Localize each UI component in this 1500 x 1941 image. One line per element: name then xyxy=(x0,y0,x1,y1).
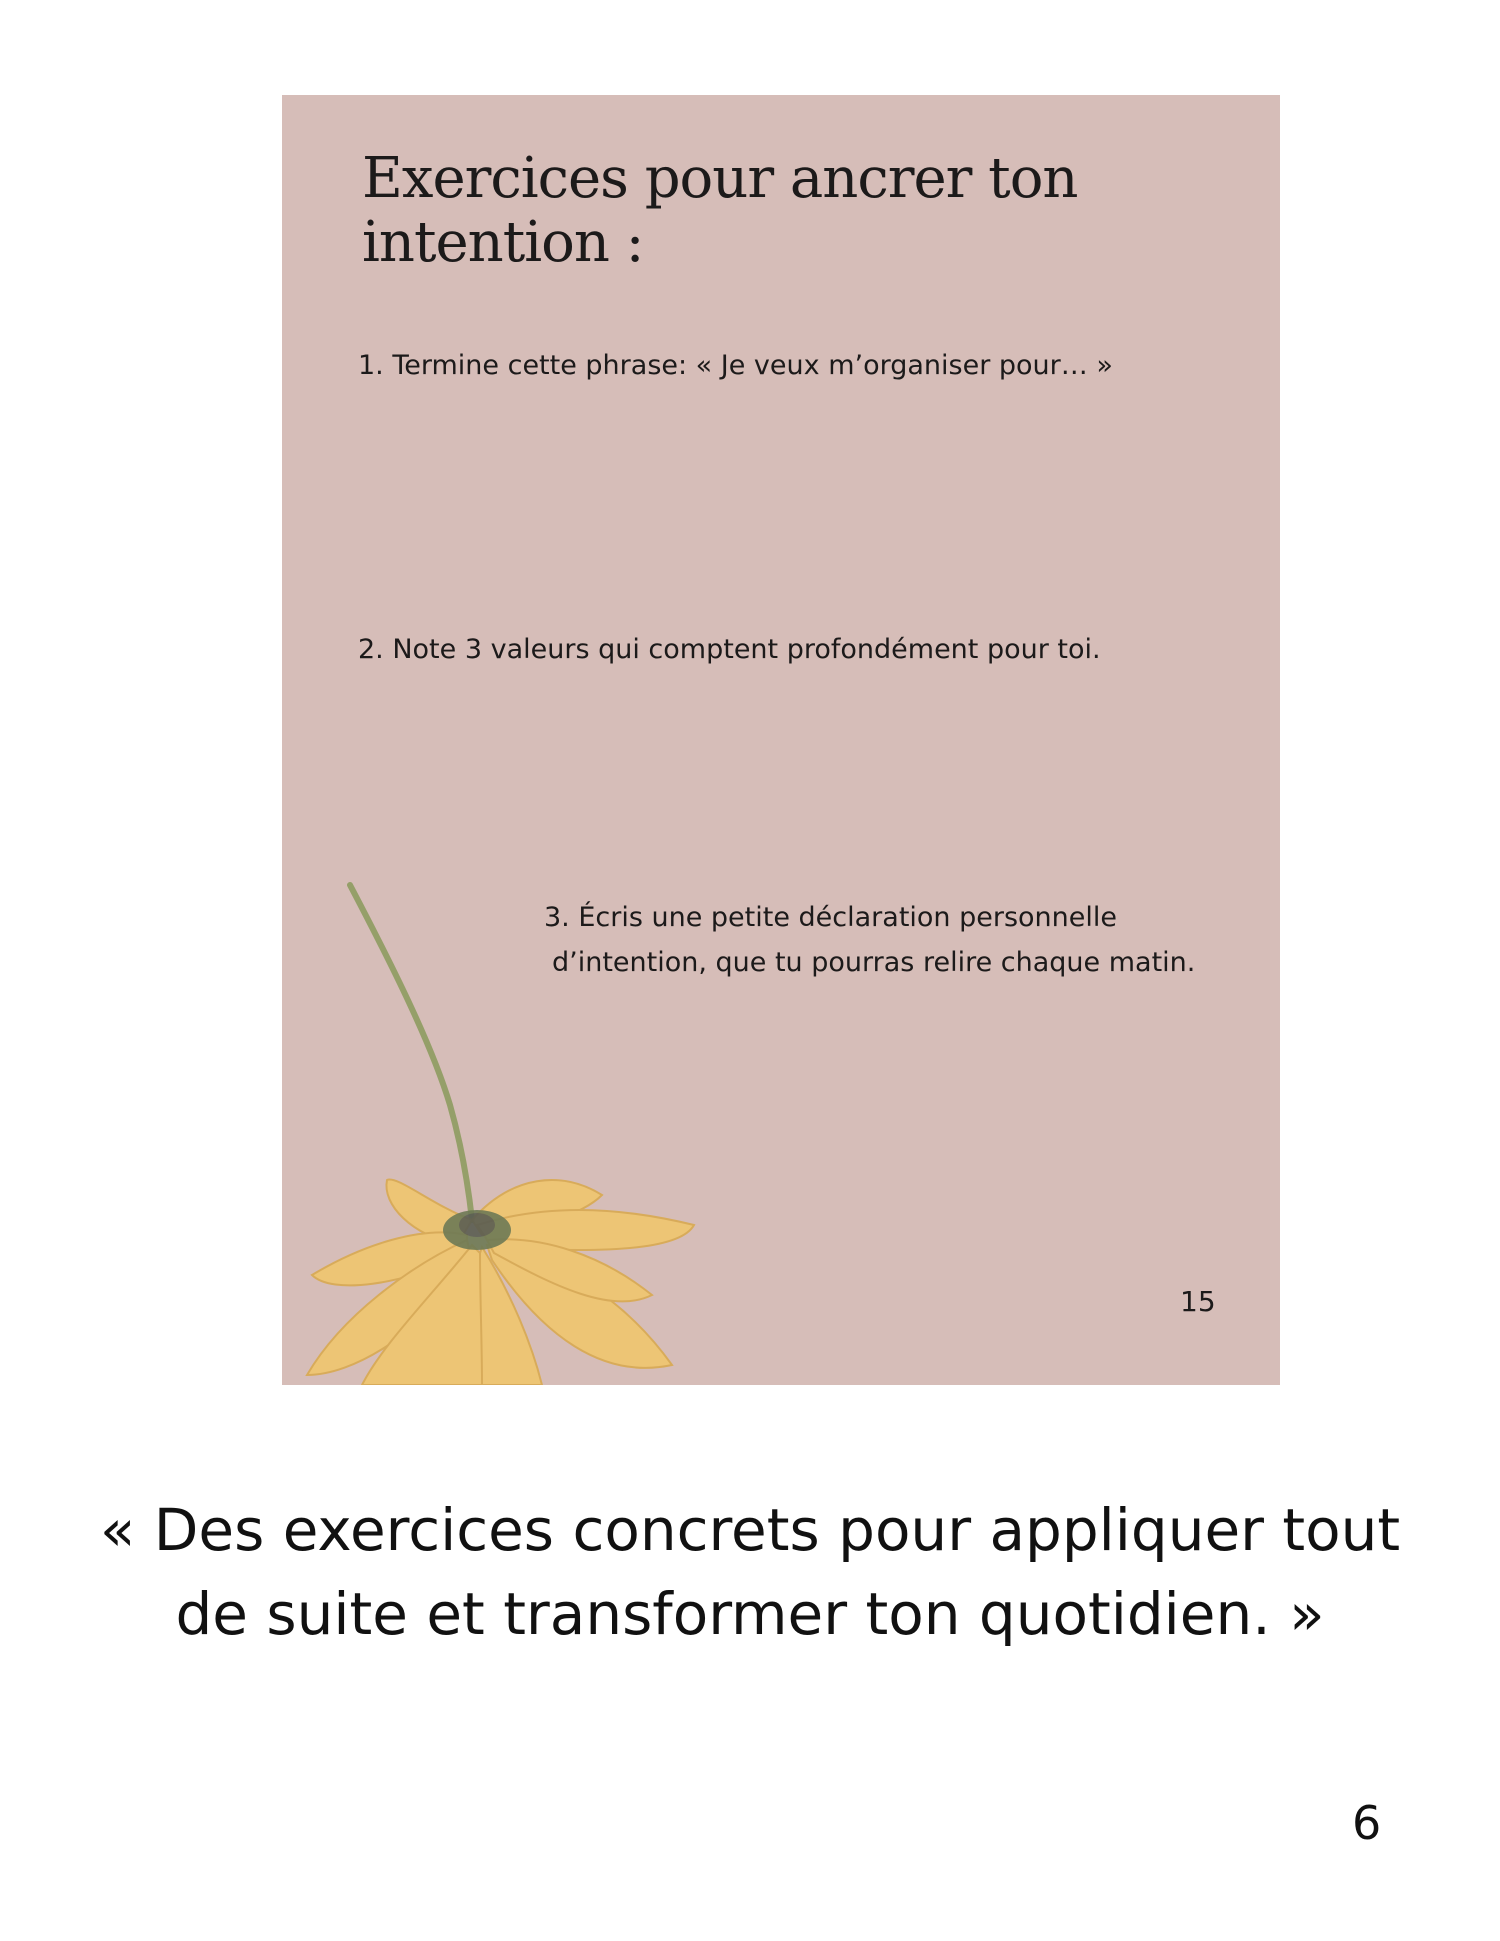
flower-petals xyxy=(307,1179,694,1385)
exercise-3-line-2: d’intention, que tu pourras relire chaque matin. xyxy=(552,947,1196,978)
page-number: 6 xyxy=(1352,1796,1382,1850)
flower-stem xyxy=(350,885,472,1220)
exercise-3-line-1: 3. Écris une petite déclaration personnelle xyxy=(544,902,1118,933)
card-page-number: 15 xyxy=(1180,1285,1216,1318)
flower-center xyxy=(443,1210,511,1250)
exercise-1: 1. Termine cette phrase: « Je veux m’organiser pour… » xyxy=(358,350,1113,381)
flower-illustration xyxy=(282,875,722,1385)
card-title: Exercices pour ancrer ton intention : xyxy=(362,146,1078,275)
preview-page-card xyxy=(282,95,1280,1385)
caption-quote: « Des exercices concrets pour appliquer tout de suite et transformer ton quotidien. » xyxy=(99,1496,1401,1648)
exercise-2: 2. Note 3 valeurs qui comptent profondément pour toi. xyxy=(358,634,1101,665)
